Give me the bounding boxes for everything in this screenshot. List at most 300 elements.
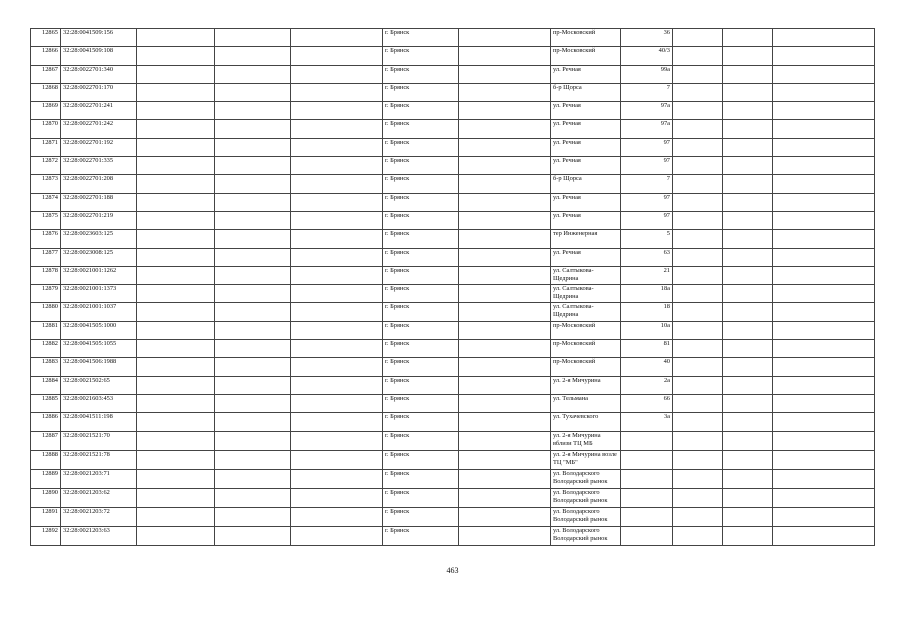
empty-cell xyxy=(137,469,215,488)
empty-cell xyxy=(215,266,291,284)
empty-cell xyxy=(459,138,551,156)
empty-cell xyxy=(723,193,773,211)
empty-cell xyxy=(459,394,551,412)
empty-cell xyxy=(291,248,383,266)
street: ул. Тельмана xyxy=(551,394,621,412)
empty-cell xyxy=(773,175,875,193)
empty-cell xyxy=(459,120,551,138)
empty-cell xyxy=(773,266,875,284)
table-row xyxy=(31,507,875,526)
empty-cell xyxy=(723,83,773,101)
empty-cell xyxy=(137,175,215,193)
empty-cell xyxy=(215,413,291,431)
table-row xyxy=(31,83,875,101)
cadastral-number: 32:28:0021001:1037 xyxy=(61,303,137,321)
empty-cell xyxy=(291,488,383,507)
empty-cell xyxy=(215,193,291,211)
record-number: 12885 xyxy=(31,394,61,412)
house-number xyxy=(621,507,673,526)
empty-cell xyxy=(137,450,215,469)
empty-cell xyxy=(773,431,875,450)
street: ул. Речная xyxy=(551,157,621,175)
city: г. Брянск xyxy=(383,507,459,526)
house-number: 18а xyxy=(621,285,673,303)
empty-cell xyxy=(773,102,875,120)
empty-cell xyxy=(291,102,383,120)
empty-cell xyxy=(137,340,215,358)
city: г. Брянск xyxy=(383,431,459,450)
record-number: 12890 xyxy=(31,488,61,507)
house-number: 97 xyxy=(621,157,673,175)
empty-cell xyxy=(459,376,551,394)
empty-cell xyxy=(459,65,551,83)
cadastral-number: 32:28:0041506:1988 xyxy=(61,358,137,376)
record-number: 12866 xyxy=(31,47,61,65)
cadastral-number: 32:28:0041505:1055 xyxy=(61,340,137,358)
empty-cell xyxy=(459,83,551,101)
empty-cell xyxy=(291,431,383,450)
empty-cell xyxy=(215,394,291,412)
empty-cell xyxy=(215,285,291,303)
empty-cell xyxy=(723,321,773,339)
record-number: 12887 xyxy=(31,431,61,450)
empty-cell xyxy=(137,157,215,175)
city: г. Брянск xyxy=(383,83,459,101)
empty-cell xyxy=(723,450,773,469)
street: ул. 2-я Мичурина xyxy=(551,376,621,394)
street: ул. Речная xyxy=(551,248,621,266)
street: ул. Речная xyxy=(551,120,621,138)
empty-cell xyxy=(215,211,291,229)
empty-cell xyxy=(673,230,723,248)
cadastral-number: 32:28:0021203:71 xyxy=(61,469,137,488)
empty-cell xyxy=(215,488,291,507)
empty-cell xyxy=(773,230,875,248)
empty-cell xyxy=(291,450,383,469)
empty-cell xyxy=(215,248,291,266)
record-number: 12873 xyxy=(31,175,61,193)
empty-cell xyxy=(291,211,383,229)
cadastral-number: 32:28:0022701:188 xyxy=(61,193,137,211)
empty-cell xyxy=(291,321,383,339)
city: г. Брянск xyxy=(383,157,459,175)
street: ул. 2-я Мичурина вблизи ТЦ МБ xyxy=(551,431,621,450)
cadastral-number: 32:28:0021521:78 xyxy=(61,450,137,469)
street: пр-Московский xyxy=(551,47,621,65)
city: г. Брянск xyxy=(383,102,459,120)
city: г. Брянск xyxy=(383,303,459,321)
cadastral-number: 32:28:0041511:198 xyxy=(61,413,137,431)
table-row xyxy=(31,193,875,211)
cadastral-number: 32:28:0021603:453 xyxy=(61,394,137,412)
empty-cell xyxy=(459,157,551,175)
empty-cell xyxy=(673,358,723,376)
empty-cell xyxy=(291,303,383,321)
cadastral-number: 32:28:0021203:62 xyxy=(61,488,137,507)
empty-cell xyxy=(723,65,773,83)
empty-cell xyxy=(773,358,875,376)
empty-cell xyxy=(773,193,875,211)
street: ул. Салтыкова-Щедрина xyxy=(551,266,621,284)
empty-cell xyxy=(773,120,875,138)
record-number: 12882 xyxy=(31,340,61,358)
empty-cell xyxy=(215,321,291,339)
city: г. Брянск xyxy=(383,413,459,431)
empty-cell xyxy=(215,29,291,47)
city: г. Брянск xyxy=(383,266,459,284)
empty-cell xyxy=(291,47,383,65)
street: пр-Московский xyxy=(551,340,621,358)
empty-cell xyxy=(215,47,291,65)
empty-cell xyxy=(773,526,875,545)
empty-cell xyxy=(137,526,215,545)
empty-cell xyxy=(673,526,723,545)
street: ул. 2-я Мичурина возле ТЦ "МБ" xyxy=(551,450,621,469)
table-row xyxy=(31,157,875,175)
table-row xyxy=(31,102,875,120)
empty-cell xyxy=(137,29,215,47)
record-number: 12881 xyxy=(31,321,61,339)
empty-cell xyxy=(723,102,773,120)
empty-cell xyxy=(137,285,215,303)
street: пр-Московский xyxy=(551,321,621,339)
empty-cell xyxy=(673,193,723,211)
empty-cell xyxy=(459,303,551,321)
empty-cell xyxy=(137,65,215,83)
cadastral-number: 32:28:0021001:1262 xyxy=(61,266,137,284)
empty-cell xyxy=(215,138,291,156)
empty-cell xyxy=(773,65,875,83)
city: г. Брянск xyxy=(383,321,459,339)
house-number: 40 xyxy=(621,358,673,376)
empty-cell xyxy=(291,469,383,488)
city: г. Брянск xyxy=(383,469,459,488)
house-number: 3а xyxy=(621,413,673,431)
empty-cell xyxy=(459,102,551,120)
empty-cell xyxy=(459,507,551,526)
empty-cell xyxy=(291,83,383,101)
table-row xyxy=(31,376,875,394)
empty-cell xyxy=(723,47,773,65)
empty-cell xyxy=(723,469,773,488)
table-row xyxy=(31,450,875,469)
house-number: 18 xyxy=(621,303,673,321)
registry-table xyxy=(30,28,875,546)
empty-cell xyxy=(291,193,383,211)
registry-sheet xyxy=(30,28,874,546)
empty-cell xyxy=(673,248,723,266)
cadastral-number: 32:28:0022701:192 xyxy=(61,138,137,156)
empty-cell xyxy=(291,358,383,376)
city: г. Брянск xyxy=(383,488,459,507)
street: ул. Володарского Володарский рынок xyxy=(551,488,621,507)
city: г. Брянск xyxy=(383,376,459,394)
house-number xyxy=(621,488,673,507)
empty-cell xyxy=(459,469,551,488)
empty-cell xyxy=(137,230,215,248)
house-number: 2а xyxy=(621,376,673,394)
empty-cell xyxy=(723,488,773,507)
empty-cell xyxy=(215,65,291,83)
house-number: 99а xyxy=(621,65,673,83)
empty-cell xyxy=(137,394,215,412)
empty-cell xyxy=(773,29,875,47)
street: пр-Московский xyxy=(551,29,621,47)
empty-cell xyxy=(459,488,551,507)
empty-cell xyxy=(291,266,383,284)
empty-cell xyxy=(723,138,773,156)
house-number: 66 xyxy=(621,394,673,412)
empty-cell xyxy=(459,230,551,248)
empty-cell xyxy=(459,266,551,284)
city: г. Брянск xyxy=(383,230,459,248)
empty-cell xyxy=(291,340,383,358)
record-number: 12869 xyxy=(31,102,61,120)
city: г. Брянск xyxy=(383,526,459,545)
street: ул. Речная xyxy=(551,102,621,120)
empty-cell xyxy=(723,340,773,358)
cadastral-number: 32:28:0022701:170 xyxy=(61,83,137,101)
house-number: 40/3 xyxy=(621,47,673,65)
empty-cell xyxy=(137,376,215,394)
empty-cell xyxy=(673,376,723,394)
empty-cell xyxy=(137,358,215,376)
empty-cell xyxy=(137,211,215,229)
empty-cell xyxy=(723,120,773,138)
empty-cell xyxy=(773,394,875,412)
house-number: 7 xyxy=(621,175,673,193)
empty-cell xyxy=(137,193,215,211)
empty-cell xyxy=(773,211,875,229)
empty-cell xyxy=(215,469,291,488)
record-number: 12876 xyxy=(31,230,61,248)
table-row xyxy=(31,65,875,83)
empty-cell xyxy=(723,394,773,412)
house-number: 5 xyxy=(621,230,673,248)
table-row xyxy=(31,266,875,284)
street: б-р Щорса xyxy=(551,175,621,193)
cadastral-number: 32:28:0021521:70 xyxy=(61,431,137,450)
empty-cell xyxy=(773,157,875,175)
table-row xyxy=(31,321,875,339)
empty-cell xyxy=(673,211,723,229)
city: г. Брянск xyxy=(383,138,459,156)
empty-cell xyxy=(137,413,215,431)
table-row xyxy=(31,488,875,507)
house-number: 7 xyxy=(621,83,673,101)
empty-cell xyxy=(773,83,875,101)
empty-cell xyxy=(723,266,773,284)
empty-cell xyxy=(291,65,383,83)
street: ул. Володарского Володарский рынок xyxy=(551,469,621,488)
empty-cell xyxy=(723,285,773,303)
city: г. Брянск xyxy=(383,211,459,229)
house-number: 97 xyxy=(621,138,673,156)
empty-cell xyxy=(723,431,773,450)
empty-cell xyxy=(723,358,773,376)
empty-cell xyxy=(773,507,875,526)
empty-cell xyxy=(773,138,875,156)
empty-cell xyxy=(723,303,773,321)
empty-cell xyxy=(137,248,215,266)
empty-cell xyxy=(723,507,773,526)
table-row xyxy=(31,285,875,303)
street: ул. Володарского Володарский рынок xyxy=(551,526,621,545)
empty-cell xyxy=(723,211,773,229)
registry-rows xyxy=(31,29,875,546)
empty-cell xyxy=(773,340,875,358)
empty-cell xyxy=(459,358,551,376)
empty-cell xyxy=(291,120,383,138)
empty-cell xyxy=(459,526,551,545)
empty-cell xyxy=(773,285,875,303)
empty-cell xyxy=(673,266,723,284)
cadastral-number: 32:28:0023603:125 xyxy=(61,230,137,248)
empty-cell xyxy=(137,431,215,450)
empty-cell xyxy=(773,450,875,469)
cadastral-number: 32:28:0022701:241 xyxy=(61,102,137,120)
house-number: 63 xyxy=(621,248,673,266)
empty-cell xyxy=(459,450,551,469)
empty-cell xyxy=(673,83,723,101)
empty-cell xyxy=(459,285,551,303)
house-number: 97 xyxy=(621,211,673,229)
empty-cell xyxy=(773,303,875,321)
cadastral-number: 32:28:0021502:65 xyxy=(61,376,137,394)
record-number: 12871 xyxy=(31,138,61,156)
empty-cell xyxy=(459,29,551,47)
record-number: 12888 xyxy=(31,450,61,469)
street: пр-Московский xyxy=(551,358,621,376)
cadastral-number: 32:28:0022701:335 xyxy=(61,157,137,175)
empty-cell xyxy=(215,83,291,101)
empty-cell xyxy=(673,303,723,321)
cadastral-number: 32:28:0021203:72 xyxy=(61,507,137,526)
empty-cell xyxy=(215,526,291,545)
city: г. Брянск xyxy=(383,47,459,65)
empty-cell xyxy=(137,47,215,65)
city: г. Брянск xyxy=(383,285,459,303)
street: ул. Речная xyxy=(551,138,621,156)
empty-cell xyxy=(137,303,215,321)
table-row xyxy=(31,358,875,376)
city: г. Брянск xyxy=(383,193,459,211)
cadastral-number: 32:28:0021203:63 xyxy=(61,526,137,545)
empty-cell xyxy=(215,120,291,138)
record-number: 12892 xyxy=(31,526,61,545)
empty-cell xyxy=(215,230,291,248)
record-number: 12868 xyxy=(31,83,61,101)
house-number: 81 xyxy=(621,340,673,358)
empty-cell xyxy=(459,193,551,211)
empty-cell xyxy=(215,450,291,469)
record-number: 12878 xyxy=(31,266,61,284)
empty-cell xyxy=(673,102,723,120)
table-row xyxy=(31,47,875,65)
record-number: 12880 xyxy=(31,303,61,321)
empty-cell xyxy=(291,376,383,394)
city: г. Брянск xyxy=(383,394,459,412)
table-row xyxy=(31,413,875,431)
street: ул. Речная xyxy=(551,211,621,229)
record-number: 12874 xyxy=(31,193,61,211)
empty-cell xyxy=(723,376,773,394)
empty-cell xyxy=(137,138,215,156)
empty-cell xyxy=(215,157,291,175)
table-row xyxy=(31,303,875,321)
city: г. Брянск xyxy=(383,450,459,469)
empty-cell xyxy=(459,248,551,266)
table-row xyxy=(31,211,875,229)
record-number: 12870 xyxy=(31,120,61,138)
empty-cell xyxy=(215,175,291,193)
street: ул. Речная xyxy=(551,65,621,83)
empty-cell xyxy=(773,321,875,339)
table-row xyxy=(31,230,875,248)
empty-cell xyxy=(137,266,215,284)
empty-cell xyxy=(723,175,773,193)
empty-cell xyxy=(215,507,291,526)
cadastral-number: 32:28:0021001:1373 xyxy=(61,285,137,303)
house-number xyxy=(621,526,673,545)
street: б-р Щорса xyxy=(551,83,621,101)
empty-cell xyxy=(291,413,383,431)
empty-cell xyxy=(673,120,723,138)
empty-cell xyxy=(673,413,723,431)
city: г. Брянск xyxy=(383,248,459,266)
record-number: 12865 xyxy=(31,29,61,47)
record-number: 12884 xyxy=(31,376,61,394)
empty-cell xyxy=(673,47,723,65)
empty-cell xyxy=(137,321,215,339)
house-number: 36 xyxy=(621,29,673,47)
empty-cell xyxy=(673,285,723,303)
house-number: 97а xyxy=(621,102,673,120)
cadastral-number: 32:28:0023008:125 xyxy=(61,248,137,266)
empty-cell xyxy=(773,248,875,266)
table-row xyxy=(31,340,875,358)
empty-cell xyxy=(673,488,723,507)
empty-cell xyxy=(215,303,291,321)
empty-cell xyxy=(673,29,723,47)
empty-cell xyxy=(673,469,723,488)
empty-cell xyxy=(291,157,383,175)
street: ул. Салтыкова-Щедрина xyxy=(551,303,621,321)
empty-cell xyxy=(773,413,875,431)
empty-cell xyxy=(459,431,551,450)
record-number: 12889 xyxy=(31,469,61,488)
empty-cell xyxy=(137,488,215,507)
empty-cell xyxy=(723,29,773,47)
house-number xyxy=(621,450,673,469)
empty-cell xyxy=(215,431,291,450)
empty-cell xyxy=(137,83,215,101)
record-number: 12875 xyxy=(31,211,61,229)
empty-cell xyxy=(459,47,551,65)
empty-cell xyxy=(215,102,291,120)
empty-cell xyxy=(291,394,383,412)
street: тер Инженерная xyxy=(551,230,621,248)
cadastral-number: 32:28:0022701:208 xyxy=(61,175,137,193)
house-number: 97 xyxy=(621,193,673,211)
empty-cell xyxy=(215,358,291,376)
city: г. Брянск xyxy=(383,29,459,47)
house-number: 21 xyxy=(621,266,673,284)
empty-cell xyxy=(673,431,723,450)
empty-cell xyxy=(673,340,723,358)
table-row xyxy=(31,29,875,47)
empty-cell xyxy=(773,469,875,488)
